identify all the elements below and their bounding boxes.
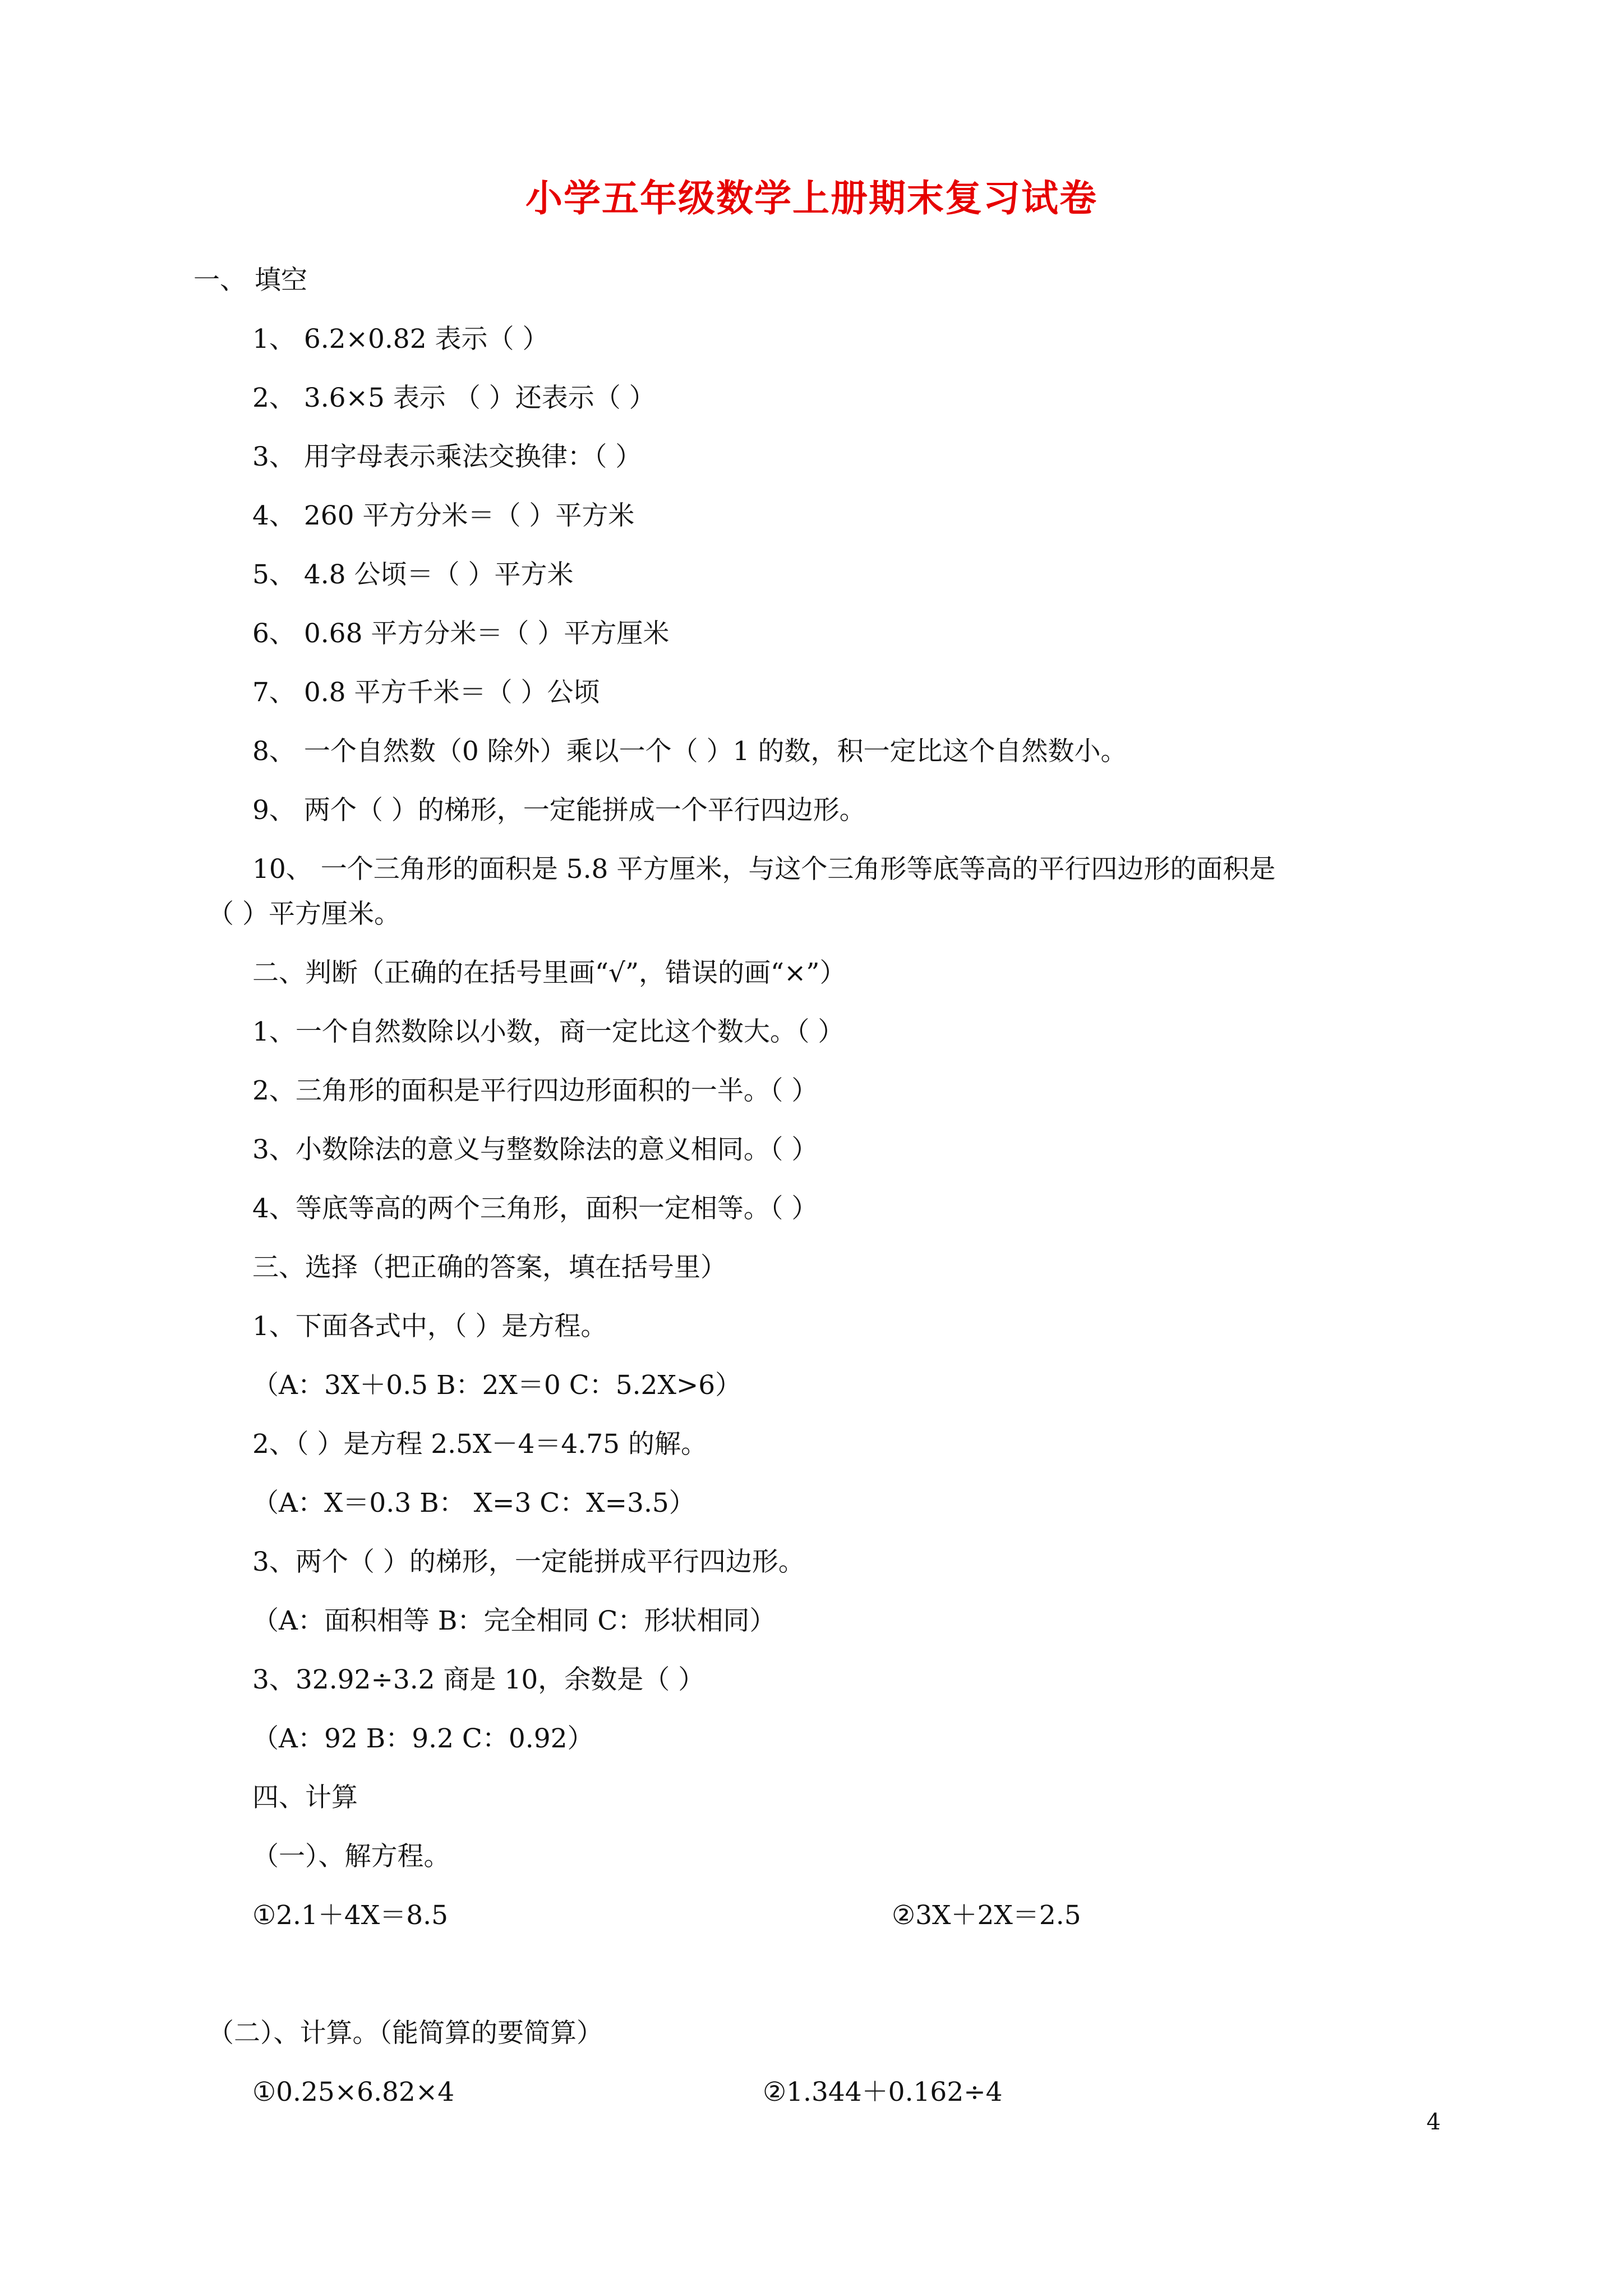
question-text: 10、 一个三角形的面积是 5.8 平方厘米，与这个三角形等底等高的平行四边形的面积是: [252, 854, 1276, 885]
calculation-1: ①0.25×6.82×4: [252, 2077, 455, 2108]
page-number: 4: [1426, 2109, 1441, 2135]
question-text: 4、等底等高的两个三角形，面积一定相等。（ ）: [252, 1193, 818, 1224]
question-text: 7、 0.8 平方千米＝（ ）公顷: [252, 677, 600, 708]
choice-options: （A：92 B：9.2 C：0.92）: [252, 1723, 594, 1754]
section-heading-calc: 四、计算: [252, 1782, 358, 1813]
subsection-heading: （一）、解方程。: [252, 1841, 450, 1872]
section-heading-fill-blank: 一、 填空: [193, 265, 307, 296]
page-title: 小学五年级数学上册期末复习试卷: [525, 176, 1098, 220]
question-text: 2、三角形的面积是平行四边形面积的一半。（ ）: [252, 1075, 818, 1106]
question-text: 1、 6.2×0.82 表示（ ）: [252, 324, 549, 355]
question-text: 3、 用字母表示乘法交换律：（ ）: [252, 441, 642, 472]
question-text: 3、32.92÷3.2 商是 10，余数是（ ）: [252, 1664, 705, 1695]
question-text: 3、小数除法的意义与整数除法的意义相同。（ ）: [252, 1134, 818, 1165]
choice-options: （A：面积相等 B：完全相同 C：形状相同）: [252, 1605, 776, 1636]
subsection-heading: （二）、计算。（能简算的要简算）: [208, 2018, 603, 2049]
question-text: 1、下面各式中，（ ）是方程。: [252, 1311, 607, 1342]
choice-options: （A：3X＋0.5 B：2X＝0 C：5.2X>6）: [252, 1370, 742, 1401]
question-text: 1、一个自然数除以小数，商一定比这个数大。（ ）: [252, 1016, 845, 1047]
question-text: 6、 0.68 平方分米＝（ ）平方厘米: [252, 618, 670, 649]
equation-2: ②3X＋2X＝2.5: [892, 1900, 1081, 1931]
question-text: 8、 一个自然数（0 除外）乘以一个（ ）1 的数，积一定比这个自然数小。: [252, 736, 1127, 767]
equation-1: ①2.1＋4X＝8.5: [252, 1900, 448, 1931]
calculation-2: ②1.344＋0.162÷4: [763, 2077, 1003, 2108]
question-text: 5、 4.8 公顷＝（ ）平方米: [252, 559, 574, 590]
section-heading-choice: 三、选择（把正确的答案，填在括号里）: [252, 1252, 727, 1283]
question-text: 4、 260 平方分米＝（ ）平方米: [252, 500, 635, 531]
question-text-continued: （ ）平方厘米。: [208, 899, 400, 930]
question-text: 9、 两个（ ）的梯形，一定能拼成一个平行四边形。: [252, 795, 866, 826]
choice-options: （A：X＝0.3 B： X=3 C：X=3.5）: [252, 1488, 695, 1519]
question-text: 2、（ ）是方程 2.5X－4＝4.75 的解。: [252, 1429, 707, 1460]
question-text: 2、 3.6×5 表示 （ ）还表示（ ）: [252, 383, 656, 413]
question-text: 3、两个（ ）的梯形，一定能拼成平行四边形。: [252, 1547, 805, 1577]
section-heading-judge: 二、判断（正确的在括号里画“√”，错误的画“×”）: [252, 958, 846, 988]
